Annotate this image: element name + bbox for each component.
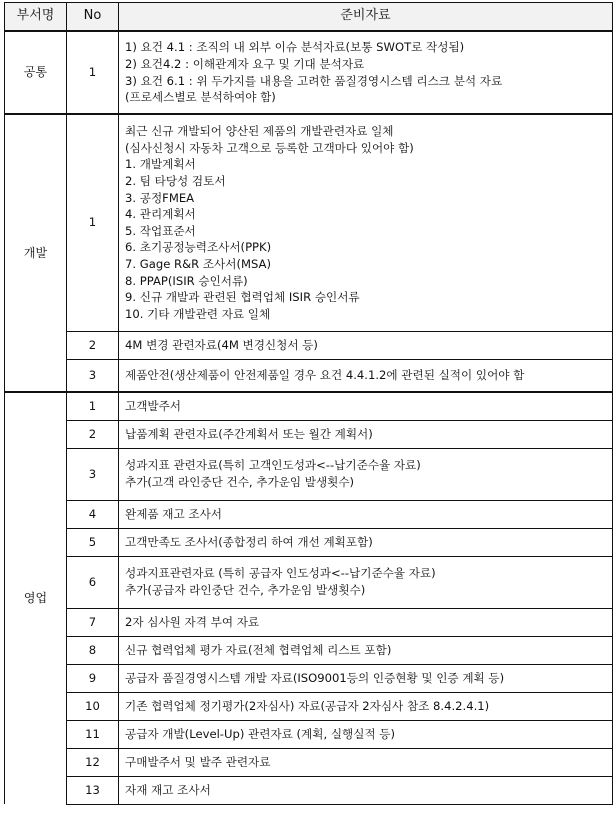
- table-row: [5, 331, 613, 359]
- material-line: 완제품 재고 조사서: [125, 506, 222, 521]
- material-line: 납품계획 관련자료(주간계획서 또는 월간 계획서): [125, 426, 373, 441]
- no-cell: 11: [67, 720, 119, 748]
- table-row: [5, 776, 613, 804]
- no-cell: 2: [67, 420, 119, 448]
- table-row: [5, 556, 613, 608]
- material-line: 10. 기타 개발관련 자료 일체: [125, 306, 271, 321]
- materials-cell: [119, 31, 613, 114]
- material-line: 4M 변경 관련자료(4M 변경신청서 등): [125, 337, 318, 352]
- material-line: 구매발주서 및 발주 관련자료: [125, 754, 271, 769]
- table-row: [5, 748, 613, 776]
- table-row: [5, 31, 613, 114]
- material-line: 고객발주서: [125, 398, 181, 413]
- material-line: 제품안전(생산제품이 안전제품일 경우 요건 4.4.1.2에 관련된 실적이 있어야 함: [125, 367, 525, 382]
- materials-cell: [119, 331, 613, 359]
- table-row: [5, 359, 613, 392]
- material-line: 6. 초기공정능력조사서(PPK): [125, 240, 272, 255]
- header-dept: 부서명: [5, 3, 67, 32]
- materials-cell: [119, 528, 613, 556]
- material-line: 성과지표 관련자료(특히 고객인도성과<--납기준수율 자료): [125, 458, 421, 473]
- no-cell: 5: [67, 528, 119, 556]
- materials-cell: [119, 748, 613, 776]
- header-materials: 준비자료: [119, 3, 613, 32]
- material-line: 4. 관리계획서: [125, 207, 196, 222]
- material-line: 2. 팀 타당성 검토서: [125, 173, 226, 188]
- material-line: 추가(고객 라인중단 건수, 추가운임 발생횟수): [125, 475, 355, 489]
- no-cell: 12: [67, 748, 119, 776]
- materials-cell: [119, 664, 613, 692]
- no-cell: 1: [67, 392, 119, 420]
- material-line: 기존 협력업체 정기평가(2자심사) 자료(공급자 2자심사 참조 8.4.2.4.1): [125, 698, 490, 713]
- materials-cell: [119, 776, 613, 804]
- material-line: (프로세스별로 분석하여야 함): [125, 90, 276, 105]
- material-line: 2자 심사원 자격 부여 자료: [125, 614, 260, 629]
- material-line: 7. Gage R&R 조사서(MSA): [125, 256, 272, 271]
- materials-cell: [119, 448, 613, 500]
- material-line: (심사신청시 자동차 고객으로 등록한 고객마다 있어야 함): [125, 140, 414, 155]
- table-row: [5, 720, 613, 748]
- no-cell: 10: [67, 692, 119, 720]
- material-line: 3) 요건 6.1 : 위 두가지를 내용을 고려한 품질경영시스템 리스크 분석 자료: [125, 73, 503, 88]
- materials-cell: [119, 420, 613, 448]
- no-cell: 8: [67, 636, 119, 664]
- material-line: 1) 요건 4.1 : 조직의 내 외부 이슈 분석자료(보통 SWOT로 작성됨): [125, 40, 465, 55]
- materials-cell: [119, 608, 613, 636]
- materials-cell: [119, 556, 613, 608]
- no-cell: 6: [67, 556, 119, 608]
- table-row: [5, 392, 613, 420]
- material-line: 8. PPAP(ISIR 승인서류): [125, 273, 248, 288]
- preparation-materials-table: [4, 2, 613, 805]
- materials-cell: [119, 500, 613, 528]
- material-line: 공급자 개발(Level-Up) 관련자료 (계획, 실행실적 등): [125, 726, 396, 741]
- dept-cell: 공통: [5, 31, 67, 114]
- materials-cell: [119, 720, 613, 748]
- no-cell: 2: [67, 331, 119, 359]
- no-cell: 3: [67, 448, 119, 500]
- dept-cell: 개발: [5, 114, 67, 392]
- table-row: [5, 500, 613, 528]
- no-cell: 4: [67, 500, 119, 528]
- table-row: [5, 448, 613, 500]
- table-row: [5, 528, 613, 556]
- material-line: 1. 개발계획서: [125, 157, 196, 172]
- material-line: 최근 신규 개발되어 양산된 제품의 개발관련자료 일체: [125, 124, 394, 139]
- material-line: 3. 공정FMEA: [125, 190, 195, 205]
- materials-cell: [119, 636, 613, 664]
- table-row: [5, 420, 613, 448]
- materials-cell: [119, 359, 613, 392]
- table-row: [5, 114, 613, 331]
- no-cell: 3: [67, 359, 119, 392]
- materials-cell: [119, 114, 613, 331]
- no-cell: 1: [67, 31, 119, 114]
- no-cell: 1: [67, 114, 119, 331]
- material-line: 5. 작업표준서: [125, 223, 196, 238]
- table-row: [5, 608, 613, 636]
- table-row: [5, 636, 613, 664]
- material-line: 2) 요건4.2 : 이해관계자 요구 및 기대 분석자료: [125, 56, 365, 71]
- table-row: [5, 664, 613, 692]
- material-line: 고객만족도 조사서(종합정리 하여 개선 계획포함): [125, 534, 373, 549]
- material-line: 성과지표관련자료 (특히 공급자 인도성과<--납기준수율 자료): [125, 566, 436, 581]
- material-line: 추가(공급자 라인중단 건수, 추가운임 발생횟수): [125, 583, 366, 597]
- material-line: 자재 재고 조사서: [125, 782, 211, 797]
- dept-cell: 영업: [5, 392, 67, 804]
- table-row: [5, 692, 613, 720]
- material-line: 공급자 품질경영시스템 개발 자료(ISO9001등의 인증현황 및 인증 계획 등): [125, 670, 505, 685]
- material-line: 신규 협력업체 평가 자료(전체 협력업체 리스트 포함): [125, 642, 392, 657]
- no-cell: 7: [67, 608, 119, 636]
- material-line: 9. 신규 개발과 관련된 협력업체 ISIR 승인서류: [125, 290, 360, 305]
- materials-cell: [119, 392, 613, 420]
- header-row: [5, 3, 613, 32]
- materials-cell: [119, 692, 613, 720]
- no-cell: 13: [67, 776, 119, 804]
- no-cell: 9: [67, 664, 119, 692]
- header-no: No: [67, 3, 119, 32]
